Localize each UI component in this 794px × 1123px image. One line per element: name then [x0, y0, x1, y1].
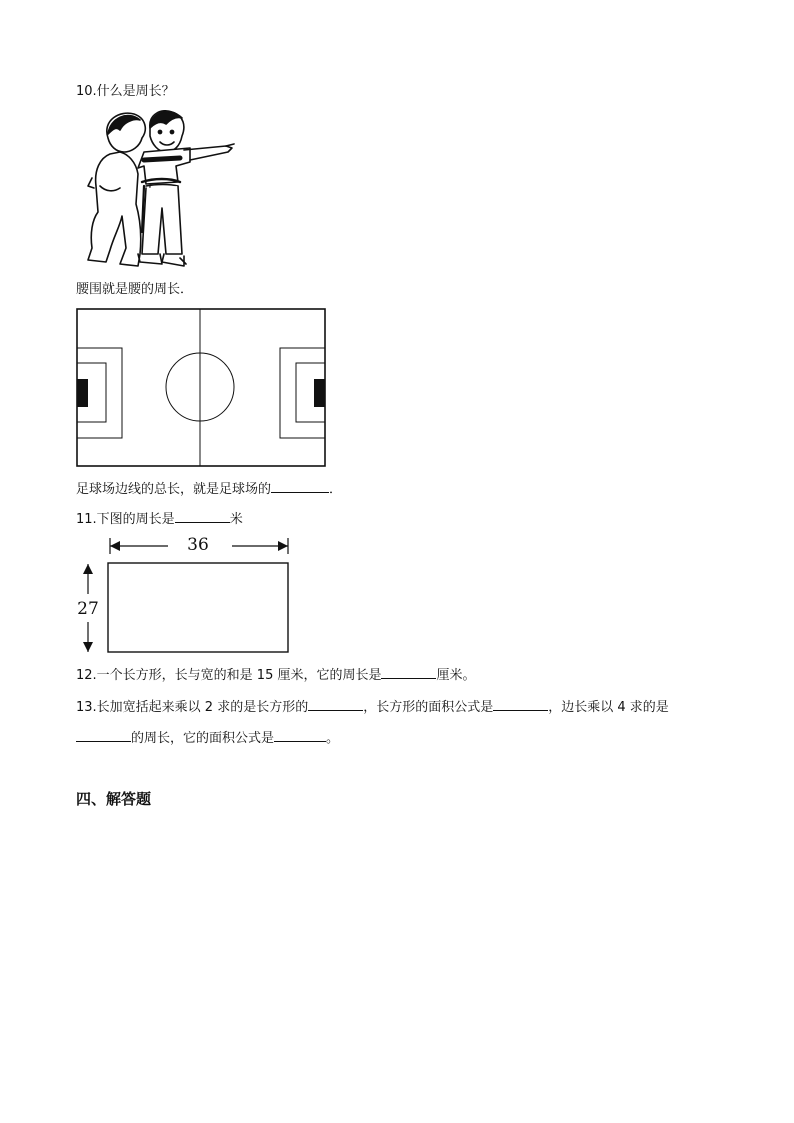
waist-measuring-illustration [80, 108, 240, 270]
arrowhead-up [83, 564, 93, 574]
soccer-field-diagram [76, 308, 327, 468]
question-10-caption-field: 足球场边线的总长，就是足球场的 ． [76, 482, 343, 497]
answer-blank[interactable] [175, 510, 230, 523]
section-4-heading: 四、解答题 [76, 790, 152, 808]
question-10-caption-waist: 腰围就是腰的周长． [76, 282, 194, 297]
answer-blank[interactable] [76, 729, 131, 742]
length-label: 36 [187, 535, 209, 555]
question-12: 12.一个长方形，长与宽的和是 15 厘米，它的周长是 厘米。 [76, 668, 476, 683]
answer-blank[interactable] [274, 729, 326, 742]
rectangle-perimeter-figure [76, 530, 306, 658]
left-goal [77, 379, 88, 407]
answer-blank[interactable] [381, 666, 436, 679]
arrowhead-left [110, 541, 120, 551]
answer-blank[interactable] [493, 698, 548, 711]
question-13-line-2: 的周长，它的面积公式是 。 [76, 729, 339, 747]
arrowhead-right [278, 541, 288, 551]
question-13-line-1: 13.长加宽括起来乘以 2 求的是长方形的 ，长方形的面积公式是 ，边长乘以 4 求的是 [76, 700, 669, 715]
question-11: 11.下图的周长是 米 [76, 512, 243, 527]
right-goal [314, 379, 325, 407]
question-10-title: 10.什么是周长？ [76, 84, 175, 99]
field-boundary [77, 309, 325, 466]
arrowhead-down [83, 642, 93, 652]
width-label: 27 [77, 599, 99, 619]
rectangle-shape [108, 563, 288, 652]
answer-blank[interactable] [271, 480, 329, 493]
boys-measuring-waist-image [80, 108, 240, 270]
answer-blank[interactable] [308, 698, 363, 711]
